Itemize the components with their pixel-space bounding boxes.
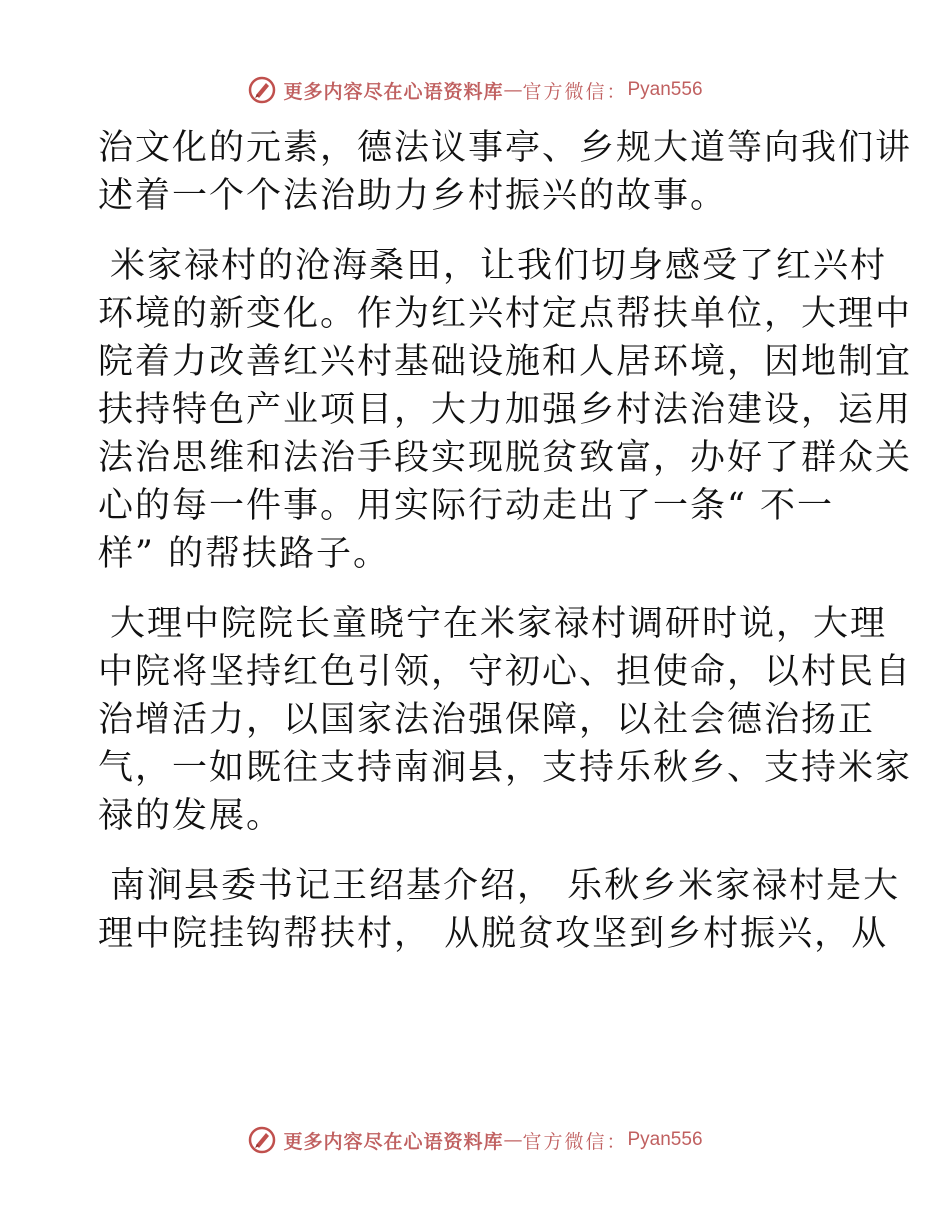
paragraph — [98, 124, 913, 220]
text-line: 述着一个个法治助力乡村振兴的故事。 — [98, 176, 728, 216]
banner-separator: — — [503, 1129, 523, 1151]
pen-logo-icon — [247, 1125, 277, 1155]
banner-wechat-label: 官方微信： — [522, 1130, 628, 1153]
watermark-banner-top — [0, 70, 950, 110]
banner-text: 更多内容尽在心语资料库 — [283, 80, 504, 103]
text-line: 大理中院院长童晓宁在米家禄村调研时说，大理 — [110, 604, 888, 644]
text-line: 南涧县委书记王绍基介绍， 乐秋乡米家禄村是大 — [110, 866, 901, 906]
paragraph — [98, 600, 913, 840]
text-line: 治文化的元素，德法议事亭、乡规大道等向我们讲 — [98, 128, 913, 168]
document-body — [98, 124, 913, 958]
text-line: 扶持特色产业项目，大力加强乡村法治建设，运用 — [98, 390, 913, 430]
banner-wechat-id: Pyan556 — [627, 1129, 703, 1150]
pen-logo-icon — [247, 75, 277, 105]
text-line: 样” 的帮扶路子。 — [98, 534, 391, 574]
text-line: 治增活力，以国家法治强保障，以社会德治扬正 — [98, 700, 876, 740]
text-line: 禄的发展。 — [98, 796, 284, 836]
text-line: 法治思维和法治手段实现脱贫致富，办好了群众关 — [98, 438, 913, 478]
text-line: 院着力改善红兴村基础设施和人居环境，因地制宜 — [98, 342, 913, 382]
banner-text: 更多内容尽在心语资料库 — [283, 1130, 504, 1153]
text-line: 环境的新变化。作为红兴村定点帮扶单位，大理中 — [98, 294, 913, 334]
watermark-banner-bottom — [0, 1120, 950, 1160]
banner-wechat-label: 官方微信： — [522, 80, 628, 103]
banner-separator: — — [503, 79, 523, 101]
paragraph — [98, 242, 913, 578]
text-line: 气，一如既往支持南涧县，支持乐秋乡、支持米家 — [98, 748, 913, 788]
text-line: 理中院挂钩帮扶村， 从脱贫攻坚到乡村振兴，从 — [98, 914, 889, 954]
text-line: 心的每一件事。用实际行动走出了一条“ 不一 — [98, 486, 835, 526]
paragraph — [98, 862, 901, 958]
text-line: 中院将坚持红色引领，守初心、担使命，以村民自 — [98, 652, 913, 692]
text-line: 米家禄村的沧海桑田，让我们切身感受了红兴村 — [110, 246, 888, 286]
banner-wechat-id: Pyan556 — [627, 79, 703, 100]
